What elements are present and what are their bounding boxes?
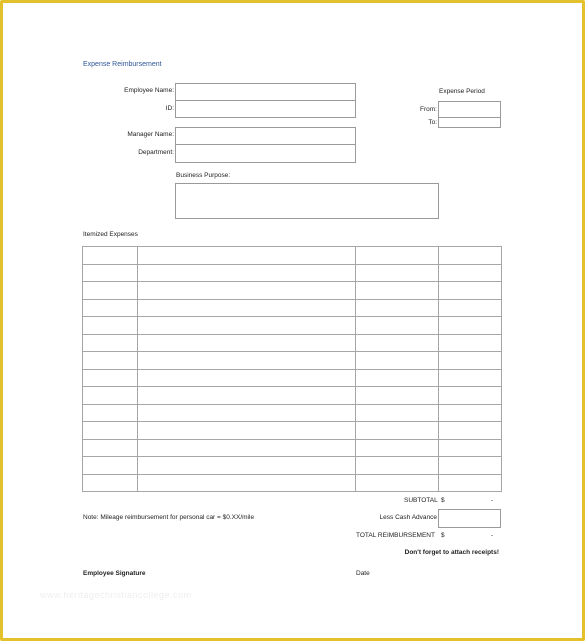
table-cell[interactable] (138, 422, 356, 440)
table-cell[interactable] (439, 247, 502, 265)
table-cell[interactable] (83, 317, 138, 335)
from-date-field[interactable] (438, 101, 501, 118)
table-cell[interactable] (439, 334, 502, 352)
from-label: From: (420, 106, 437, 113)
table-cell[interactable] (83, 264, 138, 282)
table-cell[interactable] (138, 334, 356, 352)
table-cell[interactable] (83, 352, 138, 370)
table-row (83, 404, 502, 422)
employee-signature-label: Employee Signature (83, 570, 146, 577)
table-cell[interactable] (439, 474, 502, 492)
watermark-text: www.heritagechristiancollege.com (40, 590, 192, 600)
table-row (83, 387, 502, 405)
manager-name-field[interactable] (175, 127, 356, 145)
table-cell[interactable] (356, 317, 439, 335)
table-cell[interactable] (83, 247, 138, 265)
mileage-note: Note: Mileage reimbursement for personal car = $0.XX/mile (83, 514, 255, 521)
table-cell[interactable] (439, 422, 502, 440)
table-cell[interactable] (439, 282, 502, 300)
table-cell[interactable] (138, 264, 356, 282)
table-cell[interactable] (138, 387, 356, 405)
table-cell[interactable] (138, 352, 356, 370)
table-cell[interactable] (439, 317, 502, 335)
table-cell[interactable] (83, 439, 138, 457)
table-cell[interactable] (138, 247, 356, 265)
table-row (83, 422, 502, 440)
table-cell[interactable] (439, 457, 502, 475)
total-currency: $ (441, 532, 445, 539)
table-row (83, 299, 502, 317)
table-cell[interactable] (356, 422, 439, 440)
table-cell[interactable] (83, 387, 138, 405)
table-cell[interactable] (356, 352, 439, 370)
table-cell[interactable] (439, 264, 502, 282)
employee-name-label: Employee Name: (124, 87, 174, 94)
table-cell[interactable] (83, 457, 138, 475)
table-cell[interactable] (356, 334, 439, 352)
table-cell[interactable] (356, 264, 439, 282)
table-cell[interactable] (439, 404, 502, 422)
table-cell[interactable] (356, 404, 439, 422)
subtotal-label: SUBTOTAL (404, 497, 438, 504)
table-row (83, 264, 502, 282)
table-row (83, 474, 502, 492)
total-reimbursement-label: TOTAL REIMBURSEMENT (356, 532, 435, 539)
table-row (83, 282, 502, 300)
subtotal-currency: $ (441, 497, 445, 504)
table-cell[interactable] (356, 247, 439, 265)
table-cell[interactable] (439, 439, 502, 457)
table-cell[interactable] (356, 474, 439, 492)
table-cell[interactable] (439, 387, 502, 405)
to-date-field[interactable] (438, 117, 501, 128)
id-label: ID: (165, 105, 174, 112)
table-row (83, 352, 502, 370)
table-cell[interactable] (83, 404, 138, 422)
table-cell[interactable] (83, 422, 138, 440)
table-row (83, 439, 502, 457)
itemized-expenses-heading: Itemized Expenses (83, 231, 138, 238)
department-field[interactable] (175, 144, 356, 163)
less-cash-advance-label: Less Cash Advance (379, 514, 437, 521)
table-cell[interactable] (356, 282, 439, 300)
attach-receipts-reminder: Don't forget to attach receipts! (404, 549, 499, 556)
table-row (83, 369, 502, 387)
document-title: Expense Reimbursement (83, 61, 162, 68)
table-cell[interactable] (356, 387, 439, 405)
table-cell[interactable] (356, 457, 439, 475)
subtotal-value: - (491, 497, 494, 504)
table-cell[interactable] (83, 369, 138, 387)
table-row (83, 457, 502, 475)
table-cell[interactable] (138, 299, 356, 317)
table-cell[interactable] (356, 439, 439, 457)
cash-advance-field[interactable] (438, 509, 501, 528)
table-cell[interactable] (356, 369, 439, 387)
table-row (83, 247, 502, 265)
table-row (83, 334, 502, 352)
table-cell[interactable] (138, 439, 356, 457)
employee-name-field[interactable] (175, 83, 356, 101)
table-cell[interactable] (439, 369, 502, 387)
table-cell[interactable] (138, 404, 356, 422)
table-cell[interactable] (138, 282, 356, 300)
table-cell[interactable] (83, 282, 138, 300)
table-cell[interactable] (356, 299, 439, 317)
department-label: Department: (138, 149, 174, 156)
total-value: - (491, 532, 494, 539)
business-purpose-label: Business Purpose: (176, 172, 231, 179)
itemized-expenses-table (82, 246, 502, 492)
table-cell[interactable] (439, 299, 502, 317)
manager-name-label: Manager Name: (127, 131, 174, 138)
table-cell[interactable] (138, 457, 356, 475)
expense-period-heading: Expense Period (439, 88, 485, 95)
to-label: To: (428, 119, 437, 126)
table-cell[interactable] (83, 334, 138, 352)
table-cell[interactable] (439, 352, 502, 370)
table-row (83, 317, 502, 335)
table-cell[interactable] (138, 474, 356, 492)
table-cell[interactable] (138, 317, 356, 335)
date-label: Date (356, 570, 370, 577)
employee-id-field[interactable] (175, 100, 356, 118)
table-cell[interactable] (138, 369, 356, 387)
table-cell[interactable] (83, 474, 138, 492)
business-purpose-field[interactable] (175, 183, 439, 219)
table-cell[interactable] (83, 299, 138, 317)
